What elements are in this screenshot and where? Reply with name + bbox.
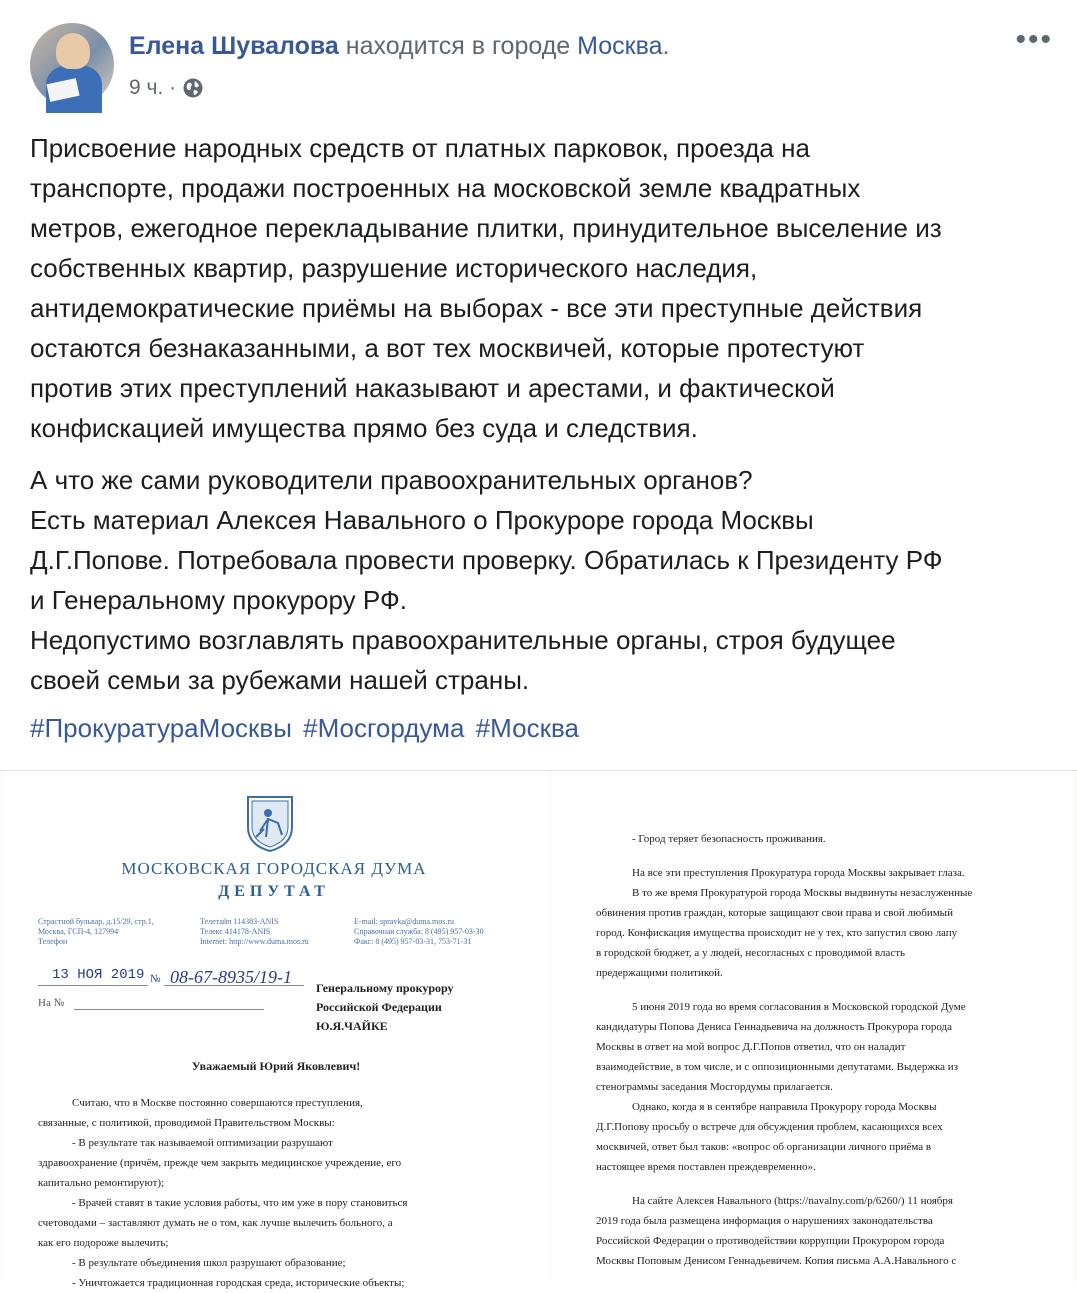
document-number-label: № bbox=[150, 973, 161, 985]
post-paragraph-2 bbox=[30, 460, 1050, 700]
document-recipient bbox=[316, 979, 454, 1036]
contact-line: Телетайп 114383-ANIS bbox=[200, 917, 279, 926]
location-suffix: . bbox=[662, 32, 670, 60]
contact-line: Телекс 414178-ANIS bbox=[200, 927, 271, 936]
doc-line: Считаю, что в Москве постоянно совершаются преступления, bbox=[72, 1097, 363, 1109]
divider bbox=[164, 985, 304, 986]
contact-line: Факс: 8 (495) 957-03-31, 753-71-31 bbox=[354, 937, 472, 946]
document-contacts-email bbox=[354, 917, 484, 947]
document-number: 08-67-8935/19-1 bbox=[170, 967, 292, 987]
doc-line: Москвы в ответ на мой вопрос Д.Г.Попов ответил, что он наладит bbox=[596, 1041, 906, 1053]
doc-line: В то же время Прокуратурой города Москвы выдвинуты незаслуженные bbox=[632, 887, 973, 899]
moscow-emblem-icon bbox=[244, 793, 296, 853]
doc-line: москвичей, ответ был таков: «вопрос об организации личного приёма в bbox=[596, 1141, 932, 1153]
document-reference-label: На № bbox=[38, 997, 65, 1009]
text-line: антидемократические приёмы на выборах - все эти преступные действия bbox=[30, 293, 923, 323]
doc-line: - В результате так называемой оптимизации разрушают bbox=[72, 1137, 333, 1149]
text-line: конфискацией имущества прямо без суда и следствия. bbox=[30, 413, 698, 443]
doc-line: Однако, когда я в сентябре направила Прокурору города Москвы bbox=[632, 1101, 937, 1113]
text-line: Присвоение народных средств от платных парковок, проезда на bbox=[30, 133, 810, 163]
recipient-line: Российской Федерации bbox=[316, 1000, 442, 1014]
location-prefix: находится в городе bbox=[338, 32, 578, 60]
author-line bbox=[129, 32, 669, 61]
avatar[interactable] bbox=[30, 23, 114, 107]
document-org-subtitle: ДЕПУТАТ bbox=[218, 883, 330, 900]
divider bbox=[74, 1009, 264, 1010]
avatar-face bbox=[56, 33, 90, 69]
post-text bbox=[30, 128, 1050, 712]
document-body-left bbox=[38, 1093, 510, 1293]
doc-line: как его подороже вылечить; bbox=[38, 1237, 169, 1249]
recipient-line: Генеральному прокурору bbox=[316, 981, 454, 995]
text-line: А что же сами руководители правоохранительных органов? bbox=[30, 465, 753, 495]
document-page-left bbox=[4, 771, 548, 1291]
doc-line: - Город теряет безопасность проживания. bbox=[632, 833, 826, 845]
paragraph-gap bbox=[596, 1177, 1042, 1191]
doc-line: 5 июня 2019 года во время согласования в Московской городской Думе bbox=[632, 1001, 966, 1013]
post-meta bbox=[129, 76, 204, 100]
contact-line: Москва, ГСП-4, 127994 bbox=[38, 927, 119, 936]
doc-line: взаимодействие, в том числе, и с оппозиционными депутатами. Выдержка из bbox=[596, 1061, 958, 1073]
text-line: транспорте, продажи построенных на московской земле квадратных bbox=[30, 173, 861, 203]
text-line: и Генеральному прокурору РФ. bbox=[30, 585, 407, 615]
text-line: собственных квартир, разрушение исторического наследия, bbox=[30, 253, 758, 283]
more-options-icon[interactable]: ••• bbox=[1015, 23, 1053, 56]
doc-line: счетоводами – заставляют думать не о том, как лучше вылечить больного, а bbox=[38, 1217, 393, 1229]
doc-line: здравоохранение (причём, прежде чем закрыть медицинское учреждение, его bbox=[38, 1157, 402, 1169]
document-contacts-address bbox=[38, 917, 154, 947]
document-contacts-teletype bbox=[200, 917, 309, 947]
doc-line: в городской бюджет, а у людей, несогласных с проводимой власть bbox=[596, 947, 906, 959]
doc-line: Д.Г.Попову просьбу о встрече для обсуждения проблем, касающихся всех bbox=[596, 1121, 943, 1133]
doc-line: кандидатуры Попова Дениса Геннадьевича на должность Прокурора города bbox=[596, 1021, 953, 1033]
document-date: 13 НОЯ 2019 bbox=[52, 967, 145, 983]
paragraph-gap bbox=[596, 849, 1042, 863]
hashtag-link[interactable]: #Москва bbox=[475, 713, 579, 743]
text-line: против этих преступлений наказывают и арестами, и фактической bbox=[30, 373, 835, 403]
location-city-link[interactable]: Москва bbox=[577, 32, 663, 60]
globe-icon[interactable] bbox=[182, 77, 204, 99]
doc-line: Москвы Поповым Денисом Геннадьевичем. Копия письма А.А.Навального с bbox=[596, 1255, 957, 1267]
doc-line: настоящее время поставлен преждевременно». bbox=[596, 1161, 816, 1173]
text-line: Недопустимо возглавлять правоохранительные органы, строя будущее bbox=[30, 625, 896, 655]
recipient-line: Ю.Я.ЧАЙКЕ bbox=[316, 1019, 388, 1033]
post-time-link[interactable]: 9 ч. · bbox=[129, 76, 177, 99]
doc-line: Российской Федерации о противодействии коррупции Прокурором города bbox=[596, 1235, 945, 1247]
hashtags bbox=[30, 708, 583, 748]
doc-line: предержащими политикой. bbox=[596, 967, 723, 979]
paragraph-gap bbox=[596, 983, 1042, 997]
doc-line: На сайте Алексея Навального (https://navalny.com/p/6260/) 11 ноября bbox=[632, 1195, 953, 1207]
attached-document-image[interactable] bbox=[0, 770, 1077, 1289]
text-line: Д.Г.Попове. Потребовала провести проверку. Обратилась к Президенту РФ bbox=[30, 545, 943, 575]
contact-line: Телефон bbox=[38, 937, 68, 946]
text-line: своей семьи за рубежами нашей страны. bbox=[30, 665, 530, 695]
doc-line: город. Конфискация имущества происходит не у тех, кто запустил свою лапу bbox=[596, 927, 958, 939]
text-line: остаются безнаказанными, а вот тех москвичей, которые протестуют bbox=[30, 333, 865, 363]
contact-line: Страстной бульвар, д.15/29, стр.1, bbox=[38, 917, 154, 926]
hashtag-link[interactable]: #ПрокуратураМосквы bbox=[30, 713, 292, 743]
doc-line: - В результате объединения школ разрушают образование; bbox=[72, 1257, 346, 1269]
divider bbox=[38, 985, 148, 986]
contact-line: Internet: http://www.duma.mos.ru bbox=[200, 937, 309, 946]
doc-line: стенограммы заседания Мосгордумы прилагается. bbox=[596, 1081, 833, 1093]
doc-line: связанные, с политикой, проводимой Правительством Москвы: bbox=[38, 1117, 335, 1129]
text-line: Есть материал Алексея Навального о Прокуроре города Москвы bbox=[30, 505, 814, 535]
post-header bbox=[0, 0, 1077, 125]
doc-line: - Врачей ставят в такие условия работы, что им уже в пору становиться bbox=[72, 1197, 408, 1209]
contact-line: E-mail: spravka@duma.mos.ru bbox=[354, 917, 455, 926]
doc-line: - Уничтожается традиционная городская среда, исторические объекты; bbox=[72, 1277, 405, 1289]
post-paragraph-1 bbox=[30, 128, 1050, 448]
document-page-right bbox=[552, 771, 1073, 1291]
doc-line: На все эти преступления Прокуратура города Москвы закрывает глаза. bbox=[632, 867, 965, 879]
text-line: метров, ежегодное перекладывание плитки, принудительное выселение из bbox=[30, 213, 942, 243]
doc-line: обвинения против граждан, которые защищают свои права и свой любимый bbox=[596, 907, 953, 919]
author-name-link[interactable]: Елена Шувалова bbox=[129, 32, 339, 60]
document-greeting: Уважаемый Юрий Яковлевич! bbox=[191, 1059, 361, 1073]
document-body-right bbox=[596, 829, 1042, 1271]
hashtag-link[interactable]: #Мосгордума bbox=[303, 713, 465, 743]
doc-line: 2019 года была размещена информация о нарушениях законодательства bbox=[596, 1215, 933, 1227]
doc-line: капитально ремонтируют); bbox=[38, 1177, 165, 1189]
contact-line: Справочная служба: 8 (495) 957-03-30 bbox=[354, 927, 484, 936]
document-org-title: МОСКОВСКАЯ ГОРОДСКАЯ ДУМА bbox=[121, 859, 427, 878]
